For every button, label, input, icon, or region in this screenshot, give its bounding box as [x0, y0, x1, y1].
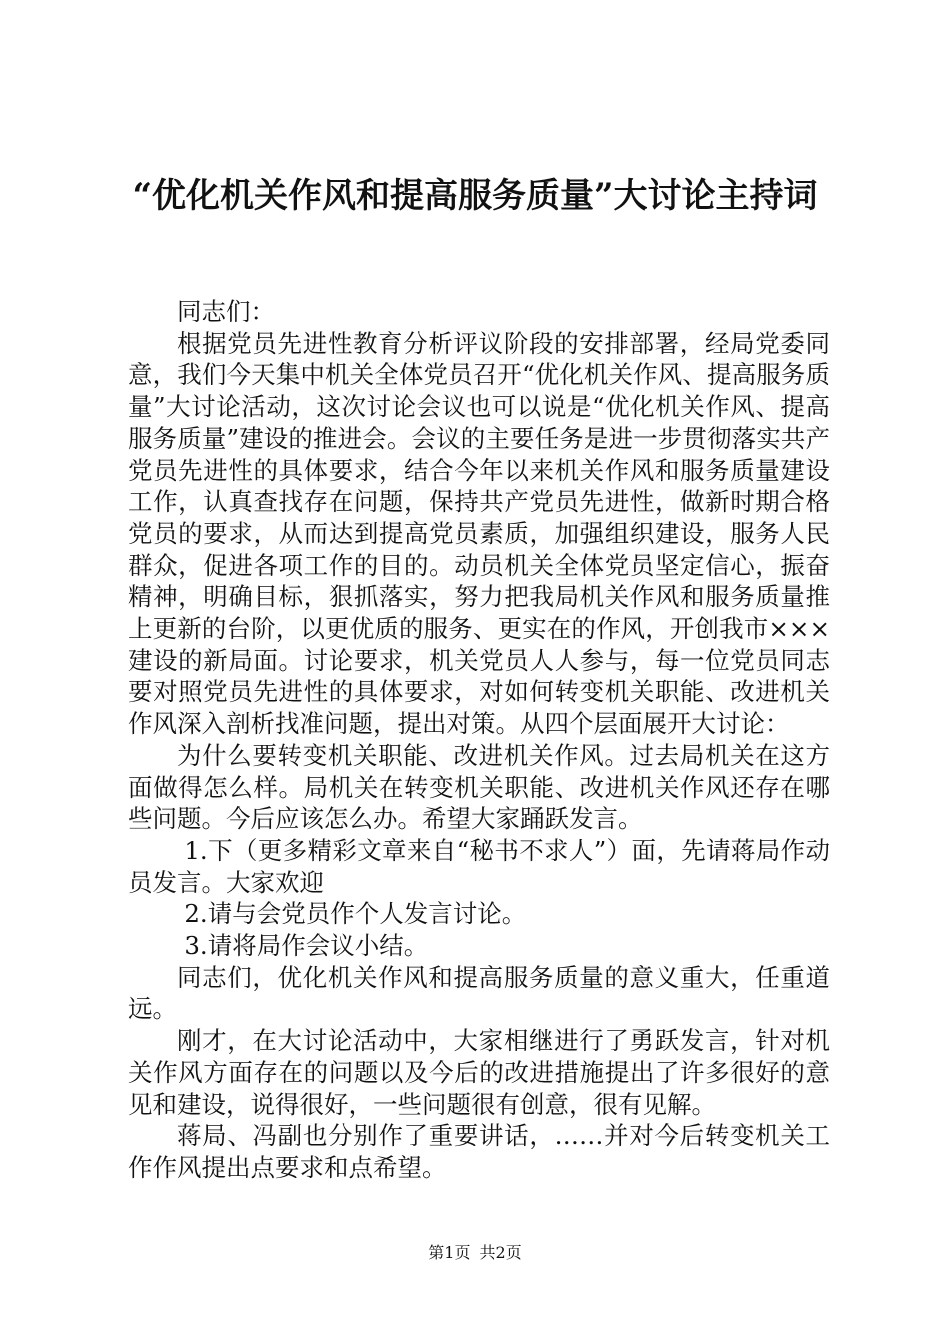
list-item: 3.请将局作会议小结。	[184, 931, 429, 961]
body-paragraph: 为什么要转变机关职能、改进机关作风。过去局机关在这方面做得怎么样。局机关在转变机关职能、改进机关作风还存在哪些问题。今后应该怎么办。希望大家踊跃发言。	[128, 740, 830, 834]
salutation: 同志们：	[177, 297, 275, 326]
list-item: 2.请与会党员作个人发言讨论。	[184, 899, 527, 929]
document-body	[128, 296, 830, 1184]
list-item: 1.下（更多精彩文章来自“秘书不求人”）面，先请蒋局作动员发言。大家欢迎	[128, 835, 830, 897]
body-paragraph: 蒋局、冯副也分别作了重要讲话，……并对今后转变机关工作作风提出点要求和点希望。	[128, 1121, 830, 1182]
page-number: 第1页	[428, 1243, 471, 1262]
page-footer	[0, 1243, 950, 1263]
document-title: “优化机关作风和提高服务质量”大讨论主持词	[132, 176, 818, 216]
body-paragraph: 同志们，优化机关作风和提高服务质量的意义重大，任重道远。	[128, 962, 830, 1024]
body-paragraph: 刚才，在大讨论活动中，大家相继进行了勇跃发言，针对机关作风方面存在的问题以及今后的改进措施提出了许多很好的意见和建设，说得很好，一些问题很有创意，很有见解。	[128, 1026, 830, 1119]
page-total: 共2页	[479, 1243, 522, 1262]
body-paragraph: 根据党员先进性教育分析评议阶段的安排部署，经局党委同意，我们今天集中机关全体党员召开“优化机关作风、提高服务质量”大讨论活动，这次讨论会议也可以说是“优化机关作风、提高服务质量”建设的推进会。会议的主要任务是进一步贯彻落实共产党员先进性的具体要求，结合今年以来机关作风和服务质量建设工作，认真查找存在问题，保持共产党员先进性，做新时期合格党员的要求，从而达到提高党员素质，加强组织建设，服务人民群众，促进各项工作的目的。动员机关全体党员坚定信心，振奋精神，明确目标，狠抓落实，努力把我局机关作风和服务质量推上更新的台阶，以更优质的服务、更实在的作风，开创我市×××建设的新局面。讨论要求，机关党员人人参与，每一位党员同志要对照党员先进性的具体要求，对如何转变机关职能、改进机关作风深入剖析找准问题，提出对策。从四个层面展开大讨论：	[128, 328, 830, 739]
